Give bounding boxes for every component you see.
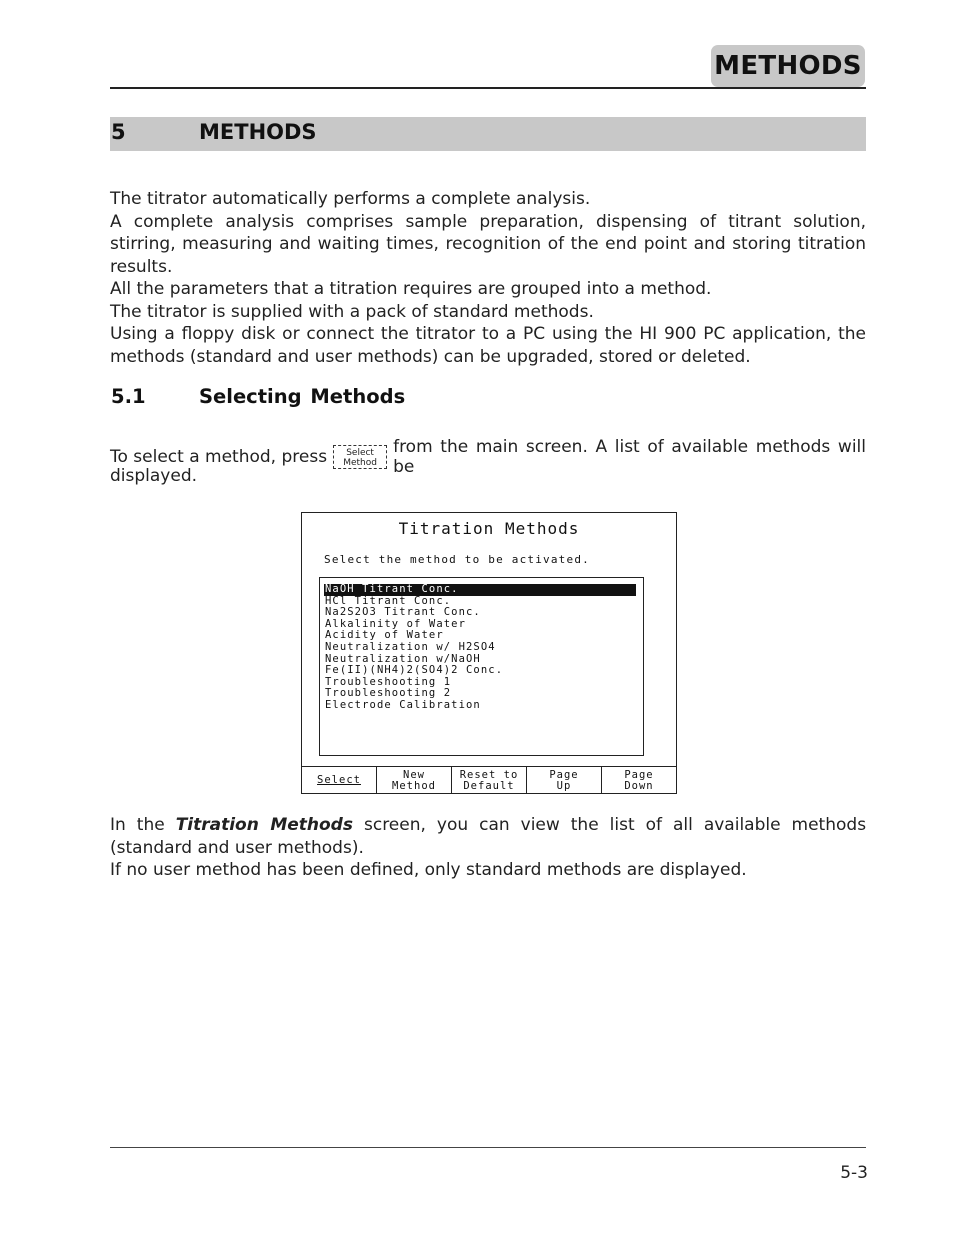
method-list	[319, 577, 644, 756]
method-list-item[interactable]: Alkalinity of Water	[325, 617, 467, 630]
section-number: 5	[111, 120, 126, 144]
intro-text	[110, 188, 866, 368]
page-up-key[interactable]	[527, 767, 602, 794]
new-method-key[interactable]	[377, 767, 452, 794]
instruction-text: To select a method, press	[110, 447, 328, 467]
titrator-screen	[301, 512, 677, 794]
method-list-item[interactable]: Acidity of Water	[325, 629, 444, 642]
screen-title: Titration Methods	[398, 519, 580, 538]
outro-emphasis: Titration Methods	[175, 815, 353, 835]
outro-rest: screen, you can view the list of all available methods (standard and user methods).	[110, 815, 867, 858]
function-key-bar	[302, 766, 676, 794]
intro-paragraph: All the parameters that a titration requires are grouped into a method.	[110, 279, 712, 299]
outro-paragraph: If no user method has been defined, only standard methods are displayed.	[110, 860, 747, 880]
fkey-label: Down	[624, 779, 654, 792]
intro-paragraph: The titrator is supplied with a pack of standard methods.	[110, 301, 594, 322]
section-title: METHODS	[199, 120, 317, 144]
instruction-text: from the main screen. A list of available methods will be	[393, 437, 866, 477]
footer-rule	[110, 1147, 866, 1148]
page-number: 5-3	[840, 1163, 868, 1183]
fkey-label: Default	[463, 779, 515, 792]
fkey-label: Up	[556, 779, 572, 792]
key-label-line2: Method	[343, 458, 377, 468]
method-list-item[interactable]: HCl Titrant Conc.	[325, 594, 452, 607]
subsection-title: Selecting Methods	[199, 385, 406, 408]
reset-to-default-key[interactable]	[452, 767, 527, 794]
fkey-label: Select	[317, 774, 361, 786]
header-rule	[110, 87, 866, 89]
method-list-item[interactable]: NaOH Titrant Conc.	[324, 584, 636, 596]
intro-paragraph: The titrator automatically performs a complete analysis.	[110, 189, 591, 209]
outro-paragraph	[110, 814, 866, 859]
method-list-item[interactable]: Troubleshooting 2	[325, 687, 452, 700]
outro-text	[110, 814, 866, 882]
fkey-label: Reset to	[459, 768, 519, 781]
instruction-continuation: displayed.	[110, 466, 198, 486]
select-key[interactable]	[302, 767, 377, 794]
outro-lead: In the	[110, 815, 165, 835]
method-list-item[interactable]: Neutralization w/NaOH	[325, 652, 481, 665]
method-list-item[interactable]: Fe(II)(NH4)2(SO4)2 Conc.	[325, 664, 504, 677]
method-list-item[interactable]: Neutralization w/ H2SO4	[325, 641, 496, 653]
fkey-label: Method	[392, 779, 436, 792]
key-label-line1: Select	[346, 448, 374, 458]
intro-paragraph: A complete analysis comprises sample preparation, dispensing of titrant solution, stirring, measuring and waiting times, recognition of the end point and storing titration results.	[110, 211, 866, 277]
chapter-tab: METHODS	[711, 45, 865, 87]
fkey-label: Page	[624, 768, 654, 781]
method-list-item[interactable]: Troubleshooting 1	[325, 675, 452, 688]
subsection-number: 5.1	[111, 385, 146, 408]
fkey-label: Page	[549, 768, 579, 781]
fkey-label: New	[403, 768, 425, 781]
method-list-item[interactable]: Electrode Calibration	[325, 699, 481, 711]
screen-subtitle: Select the method to be activated.	[324, 553, 590, 566]
method-list-item[interactable]: Na2S2O3 Titrant Conc.	[325, 606, 481, 619]
intro-paragraph: Using a floppy disk or connect the titrator to a PC using the HI 900 PC application, the methods (standard and user methods) can be upgraded, stored or deleted.	[110, 324, 866, 367]
page-down-key[interactable]	[602, 767, 676, 794]
